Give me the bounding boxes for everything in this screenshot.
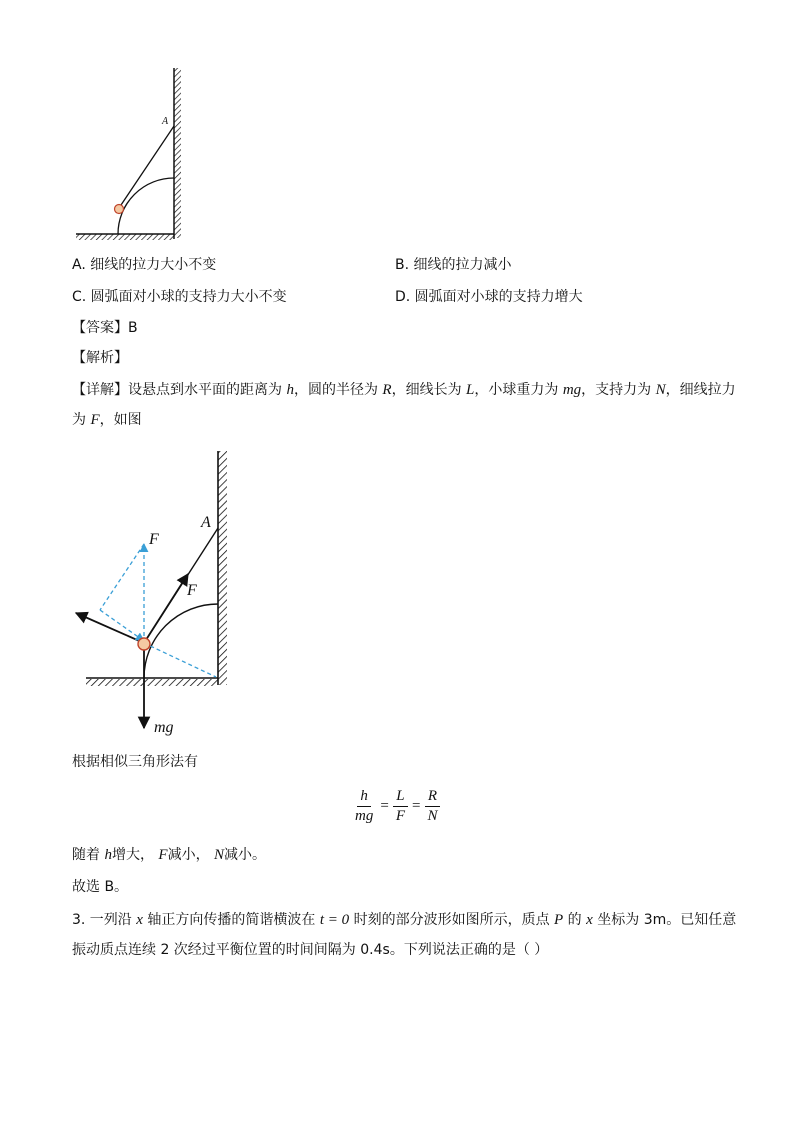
detail-text: ，圆的半径为 [293, 382, 378, 398]
question-text: 的 [567, 912, 582, 928]
detail-line-1 [72, 380, 736, 400]
fraction-r-n [424, 788, 440, 825]
figure-2-force-diagram [70, 445, 240, 740]
option-b: B. 细线的拉力减小 [395, 257, 512, 273]
detail-text: ，支持力为 [581, 382, 652, 398]
conclusion-text: 增大， [111, 847, 154, 863]
question-text: 3. 一列沿 [72, 912, 132, 928]
question-3-line-1 [72, 910, 736, 930]
choose-line: 故选 B。 [72, 879, 129, 895]
detail-text: ，小球重力为 [474, 382, 559, 398]
question-3-line-2: 振动质点连续 2 次经过平衡位置的时间间隔为 0.4s。下列说法正确的是（ ） [72, 942, 549, 958]
detail-line-2 [72, 410, 142, 430]
option-a: A. 细线的拉力大小不变 [72, 257, 217, 273]
blue-dashed-line [100, 610, 144, 641]
ground-hatch [86, 679, 218, 686]
analysis-label: 【解析】 [72, 350, 128, 366]
conclusion-text: 随着 [72, 847, 100, 863]
var-f: F [158, 847, 168, 863]
var-n: N [655, 382, 666, 398]
var-x: x [136, 912, 143, 928]
var-h: h [104, 847, 112, 863]
detail-text: 为 [72, 412, 86, 428]
answer-line [72, 318, 138, 338]
var-f: F [90, 412, 100, 428]
label-a: A [162, 116, 169, 127]
question-text: 时刻的部分波形如图所示，质点 [353, 912, 550, 928]
question-text: 轴正方向传播的简谐横波在 [147, 912, 316, 928]
numerator: R [425, 788, 440, 807]
tension-arrow [144, 574, 188, 643]
blue-dashed-radius [144, 643, 216, 677]
label-f-blue: F [149, 531, 159, 548]
blue-dashed-line [100, 544, 144, 610]
detail-text: 设悬点到水平面的距离为 [128, 382, 282, 398]
var-p: P [554, 912, 564, 928]
answer-value: B [128, 320, 138, 336]
numerator: L [393, 788, 407, 807]
arc-surface [144, 604, 218, 678]
question-text: 坐标为 3m。已知任意 [597, 912, 737, 928]
option-c: C. 圆弧面对小球的支持力大小不变 [72, 289, 287, 305]
conclusion-line [72, 845, 266, 865]
denominator: mg [355, 808, 374, 824]
var-t: t = 0 [319, 912, 350, 928]
figure-1-diagram [70, 62, 200, 247]
detail-label: 【详解】 [72, 382, 128, 398]
detail-text: ，细线长为 [391, 382, 462, 398]
var-x: x [586, 912, 593, 928]
conclusion-text: 减小。 [224, 847, 267, 863]
label-a: A [201, 514, 211, 531]
ball [138, 638, 150, 650]
var-h: h [286, 382, 294, 398]
string-line [119, 126, 174, 208]
ground-hatch [76, 234, 174, 240]
conclusion-text: 减小， [167, 847, 210, 863]
fraction-l-f [393, 788, 408, 825]
detail-text: ，细线拉力 [665, 382, 736, 398]
var-l: L [466, 382, 475, 398]
denominator: N [427, 808, 438, 824]
option-d: D. 圆弧面对小球的支持力增大 [395, 289, 583, 305]
detail-text: ，如图 [99, 412, 142, 428]
denominator: F [395, 808, 405, 824]
normal-force-arrow [76, 613, 144, 643]
arc-surface [118, 178, 174, 234]
ball [115, 205, 124, 214]
fraction-h-mg [352, 788, 376, 825]
label-mg: mg [154, 719, 174, 736]
label-f: F [187, 582, 197, 599]
wall-hatch [174, 68, 181, 238]
answer-label: 【答案】 [72, 320, 128, 336]
numerator: h [357, 788, 371, 807]
equals-sign: = [380, 798, 389, 814]
var-n: N [214, 847, 225, 863]
wall-hatch [218, 451, 227, 685]
ratio-formula [352, 788, 440, 825]
similar-triangles-text: 根据相似三角形法有 [72, 754, 198, 770]
var-r: R [382, 382, 392, 398]
equals-sign: = [411, 798, 421, 814]
var-mg: mg [562, 382, 582, 398]
